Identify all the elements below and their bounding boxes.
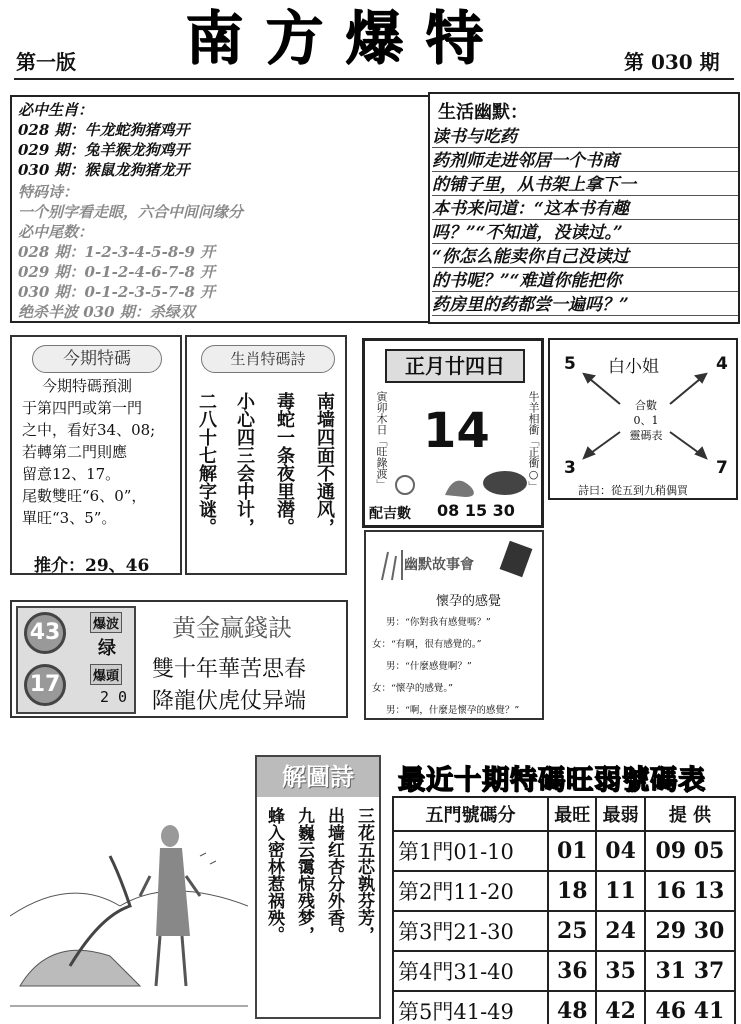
- table-cell: 24: [596, 911, 644, 951]
- special-number: 43: [24, 612, 66, 654]
- prediction-line: 一个别字看走眼，六合中间问缘分: [18, 203, 244, 221]
- body-line: 之中，看好34、08;: [22, 421, 156, 439]
- golden-panel: [10, 600, 348, 718]
- riddle-poem-title: 解圖詩: [257, 757, 379, 797]
- table-cell: 09 05: [645, 831, 735, 871]
- table-cell: 46 41: [645, 991, 735, 1024]
- poem-column: 小心四三会中计，: [234, 392, 255, 536]
- table-cell: 11: [596, 871, 644, 911]
- prediction-line: 必中尾数：: [18, 223, 94, 241]
- table-title: 最近十期特碼旺弱號碼表: [398, 765, 706, 796]
- table-cell: 04: [596, 831, 644, 871]
- miss-bai-title: 白小姐: [608, 357, 659, 377]
- table-cell: 第3門21-30: [393, 911, 548, 951]
- prediction-line: 029 期：0-1-2-4-6-7-8 开: [18, 263, 216, 281]
- recommend-text: 推介：29、46: [34, 556, 150, 576]
- table-header-row: [393, 797, 735, 831]
- poem-column: 毒蛇一条夜里潜。: [274, 392, 295, 536]
- calendar-lucky-numbers: 08 15 30: [437, 501, 515, 520]
- issue-label: 第 030 期: [624, 50, 720, 74]
- table-cell: 35: [596, 951, 644, 991]
- corner-number: 4: [716, 354, 728, 374]
- calendar-decoration-icon: [375, 467, 535, 501]
- humor-line: 读书与吃药: [432, 122, 738, 148]
- story-line: 男：“啊，什麼是懷孕的感覺？”: [386, 705, 520, 716]
- table-cell: 42: [596, 991, 644, 1024]
- header-cell: 五門號碼分: [393, 797, 548, 831]
- prediction-line: 028 期：1-2-3-4-5-8-9 开: [18, 243, 216, 261]
- humor-line: 吗？”“不知道，没读过。”: [432, 218, 738, 244]
- zodiac-poem-panel: [185, 335, 347, 575]
- center-label: 合數: [635, 399, 657, 412]
- zodiac-poem-title: 生肖特碼詩: [201, 345, 335, 373]
- center-value: 0、1: [633, 414, 659, 427]
- boom-head-label: 爆頭: [90, 664, 122, 685]
- story-title: 懷孕的感覺: [436, 594, 502, 609]
- body-line: 留意12、17。: [22, 465, 121, 483]
- header-cell: 最弱: [596, 797, 644, 831]
- riddle-poem-panel: [255, 755, 381, 1019]
- prediction-line: 绝杀半波 030 期：杀绿双: [18, 303, 195, 321]
- this-issue-title: 今期特碼: [32, 345, 162, 373]
- prediction-line: 030 期：猴鼠龙狗猪龙开: [18, 161, 190, 179]
- table-cell: 48: [548, 991, 596, 1024]
- story-banner: 幽默故事會: [404, 557, 474, 573]
- illustration-image: [10, 756, 248, 1018]
- predictions-panel: [10, 95, 430, 323]
- prediction-line: 必中生肖：: [18, 101, 94, 119]
- table-row: [393, 871, 735, 911]
- boom-wave-label: 爆波: [90, 612, 122, 633]
- header-cell: 提 供: [645, 797, 735, 831]
- header-cell: 最旺: [548, 797, 596, 831]
- body-line: 單旺“3、5”。: [22, 509, 117, 527]
- humor-title: 生活幽默：: [438, 102, 528, 123]
- story-line: 男：“什麼感覺啊？”: [386, 661, 472, 672]
- prediction-line: 特码诗：: [18, 183, 79, 201]
- body-line: 若轉第二門則應: [22, 443, 128, 461]
- body-line: 今期特碼預測: [42, 377, 133, 395]
- special-number: 17: [24, 664, 66, 706]
- number-table: [392, 796, 736, 1024]
- humor-line: 药房里的药都尝一遍吗？”: [432, 290, 738, 316]
- table-row: [393, 991, 735, 1024]
- story-panel: [364, 530, 544, 720]
- riddle-column: 出墙红杏分外香。: [324, 807, 344, 943]
- table-cell: 36: [548, 951, 596, 991]
- calendar-day: 14: [423, 403, 490, 459]
- miss-bai-verse: 詩曰：從五到九稍偶買: [578, 484, 688, 497]
- this-issue-panel: [10, 335, 182, 575]
- calendar-right-note: 牛羊相衝「正衝○」: [527, 391, 540, 492]
- table-cell: 18: [548, 871, 596, 911]
- table-cell: 第1門01-10: [393, 831, 548, 871]
- this-issue-body: [22, 375, 182, 529]
- story-line: 女：“有啊，很有感覺的。”: [372, 639, 482, 650]
- riddle-column: 三花五芯孰芬芳，: [354, 807, 374, 943]
- miss-bai-center: [616, 398, 676, 443]
- table-cell: 29 30: [645, 911, 735, 951]
- table-cell: 16 13: [645, 871, 735, 911]
- corner-number: 7: [716, 458, 728, 478]
- golden-title: 黄金赢錢訣: [172, 614, 292, 642]
- humor-line: “你怎么能卖你自己没读过: [432, 242, 738, 268]
- humor-line: 的铺子里，从书架上拿下一: [432, 170, 738, 196]
- boom-wave-value: 绿: [98, 638, 116, 659]
- table-cell: 31 37: [645, 951, 735, 991]
- prediction-line: 030 期：0-1-2-3-5-7-8 开: [18, 283, 216, 301]
- riddle-column: 蜂入密林惹祸殃。: [264, 807, 284, 943]
- center-note: 靈碼表: [629, 429, 663, 442]
- corner-number: 5: [564, 354, 576, 374]
- table-row: [393, 911, 735, 951]
- table-cell: 第5門41-49: [393, 991, 548, 1024]
- table-row: [393, 831, 735, 871]
- humor-line: 本书来问道：“这本书有趣: [432, 194, 738, 220]
- calendar-left-note: 寅卯木日「旺錄渡」: [375, 391, 388, 490]
- miss-bai-panel: [548, 338, 738, 500]
- boom-head-value: 2 0: [100, 688, 128, 706]
- humor-panel: [428, 92, 740, 324]
- poem-column: 南墙四面不通风，: [314, 392, 335, 536]
- calendar-pei-label: 配吉數: [369, 506, 411, 522]
- body-line: 于第四門或第一門: [22, 399, 143, 417]
- calendar-date-header: 正月廿四日: [385, 349, 525, 383]
- table-cell: 01: [548, 831, 596, 871]
- prediction-line: 029 期：兔羊猴龙狗鸡开: [18, 141, 190, 159]
- humor-line: 药剂师走进邻居一个书商: [432, 146, 738, 172]
- table-row: [393, 951, 735, 991]
- body-line: 尾數雙旺“6、0”，: [22, 487, 147, 505]
- prediction-line: 028 期：牛龙蛇狗猪鸡开: [18, 121, 190, 139]
- table-cell: 25: [548, 911, 596, 951]
- calendar-panel: [362, 338, 544, 528]
- corner-number: 3: [564, 458, 576, 478]
- riddle-column: 九巍云霭惊残梦，: [294, 807, 314, 943]
- humor-line: 的书呢？”“难道你能把你: [432, 266, 738, 292]
- story-line: 男：“你對我有感覺嗎？”: [386, 617, 491, 628]
- table-cell: 第2門11-20: [393, 871, 548, 911]
- golden-line: 雙十年華苦思春: [152, 657, 307, 682]
- poem-column: 二八十七解字谜。: [196, 392, 217, 536]
- edition-label: 第一版: [16, 50, 76, 74]
- golden-line: 降龍伏虎仗异端: [152, 689, 307, 714]
- newspaper-title: 南方爆特: [184, 4, 505, 72]
- story-line: 女：“懷孕的感覺。”: [372, 683, 453, 694]
- header-rule: [14, 78, 734, 80]
- table-cell: 第4門31-40: [393, 951, 548, 991]
